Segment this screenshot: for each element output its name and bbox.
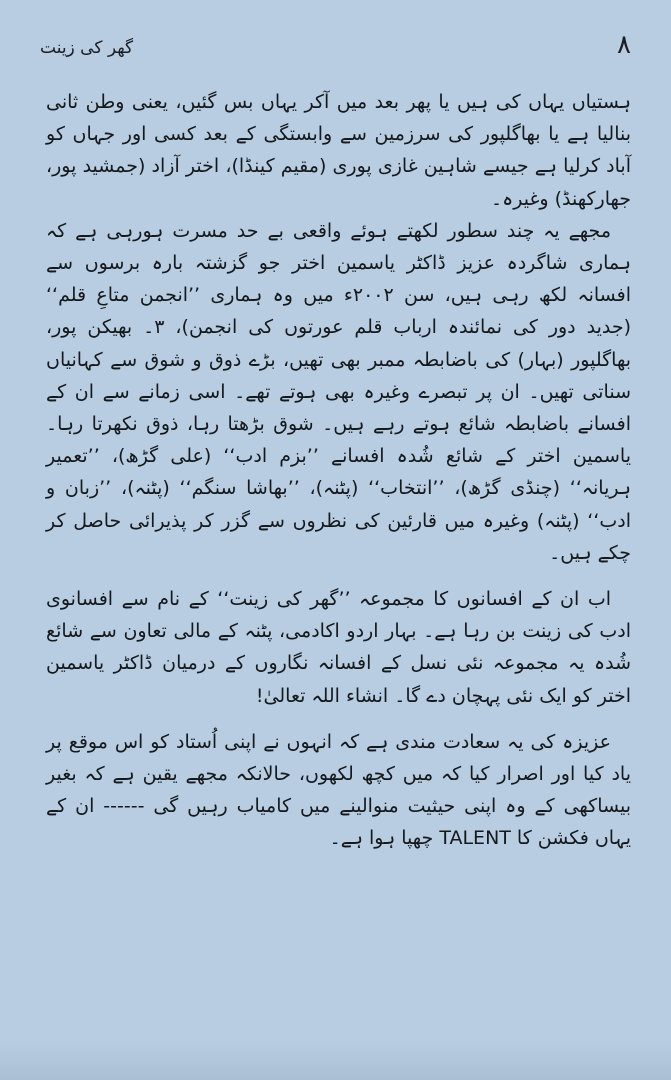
page-number: ۸	[617, 30, 631, 60]
running-title: گھر کی زینت	[40, 38, 134, 58]
page-bottom-edge	[0, 1040, 671, 1080]
paragraph-4: عزیزہ کی یہ سعادت مندی ہے کہ انہوں نے اپنی اُستاد کو اس موقع پر یاد کیا اور اصرار کیا کہ میں کچھ لکھوں، حالانکہ مجھے یقین ہے کہ بغیر بیساکھی کے وہ اپنی حیثیت منوالینے میں کامیاب رہیں گی ------ ان کے یہاں فکشن کا TALENT چھپا ہوا ہے۔	[46, 730, 631, 850]
paragraph-3: اب ان کے افسانوں کا مجموعہ ’’گھر کی زینت‘‘ کے نام سے افسانوی ادب کی زینت بن رہا ہے۔ بہار اردو اکادمی، پٹنہ کے مالی تعاون سے شائع شُدہ یہ مجموعہ نئی نسل کے افسانہ نگاروں کے درمیان ڈاکٹر یاسمین اختر کو ایک نئی پہچان دے گا۔ انشاء اللہ تعالیٰ!	[46, 588, 631, 707]
paragraph-1: ہستیاں یہاں کی ہیں یا پھر بعد میں آکر یہاں بس گئیں، یعنی وطن ثانی بنالیا ہے یا بھاگلپور کی سرزمین سے وابستگی کے بعد کسی اور جہاں کو آباد کرلیا ہے جیسے شاہین غازی پوری (مقیم کینڈا)، اختر آزاد (جمشید پور، جھارکھنڈ) وغیرہ۔	[46, 91, 631, 210]
paragraph-2: مجھے یہ چند سطور لکھتے ہوئے واقعی بے حد مسرت ہورہی ہے کہ ہماری شاگردہ عزیز ڈاکٹر یاسمین اختر جو گزشتہ بارہ برسوں سے افسانہ لکھ رہی ہیں، سن ۲۰۰۲ء میں وہ ہماری ’’انجمن متاعِ قلم‘‘ (جدید دور کی نمائندہ ارباب قلم عورتوں کی انجمن)، ۳۔ بھیکن پور، بھاگلپور (بہار) کی باضابطہ ممبر بھی تھیں، بڑے ذوق و شوق سے کہانیاں سناتی تھیں۔ ان پر تبصرے وغیرہ بھی ہوتے تھے۔ اسی زمانے سے ان کے افسانے باضابطہ شائع ہوتے رہے ہیں۔ شوق بڑھتا رہا، ذوق نکھرتا رہا۔ یاسمین اختر کے شائع شُدہ افسانے ’’بزم ادب‘‘ (علی گڑھ)، ’’تعمیر ہریانہ‘‘ (چنڈی گڑھ)، ’’انتخاب‘‘ (پٹنہ)، ’’بھاشا سنگم‘‘ (پٹنہ)، ’’زبان و ادب‘‘ (پٹنہ) وغیرہ میں قارئین کی نظروں سے گزر کر پذیرائی حاصل کر چکے ہیں۔	[46, 219, 632, 564]
page-header	[40, 30, 631, 70]
body-text	[46, 86, 631, 855]
